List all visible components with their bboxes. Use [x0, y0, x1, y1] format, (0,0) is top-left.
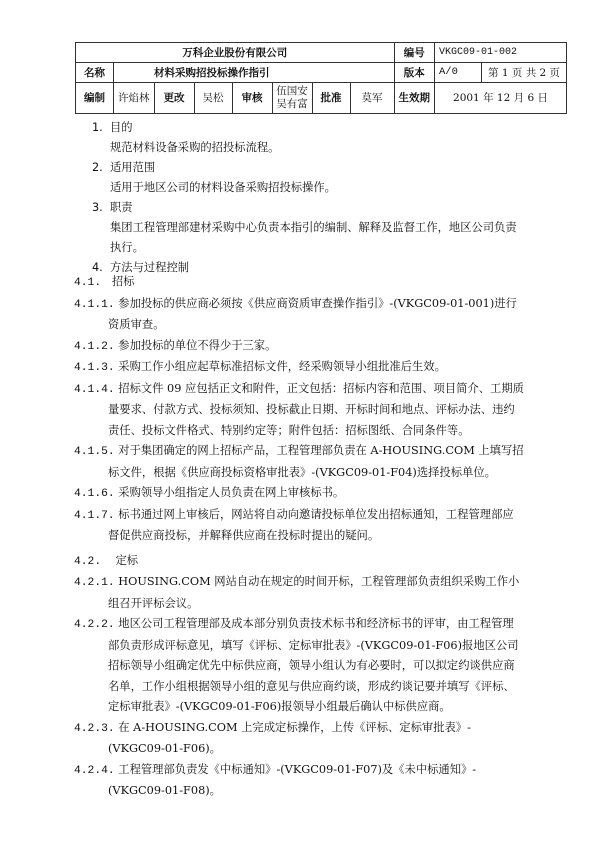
- section-purpose-heading: [92, 118, 522, 138]
- list-item: [74, 441, 524, 483]
- tender-items-list: [74, 294, 524, 547]
- item-number: 4.2.2.: [74, 619, 115, 631]
- approver-label: 批准: [312, 83, 350, 114]
- list-item: [74, 483, 524, 505]
- subsection-number: 4.2.: [74, 555, 102, 568]
- item-text: 采购工作小组应起草标准招标文件，经采购领导小组批准后生效。: [118, 360, 446, 373]
- section-number: 1.: [92, 121, 103, 134]
- item-number: 4.1.6.: [74, 488, 115, 500]
- subsection-award-heading: [74, 551, 524, 573]
- item-number: 4.1.1.: [74, 298, 115, 311]
- section-duty-heading: [92, 198, 522, 218]
- subsection-title: 招标: [111, 275, 135, 288]
- modifier-label: 更改: [154, 83, 194, 114]
- section-four-content: [74, 272, 524, 802]
- list-item: [74, 294, 524, 336]
- item-text: 采购领导小组指定人员负责在网上审核标书。: [118, 486, 345, 499]
- doc-code: VKGC09-01-002: [435, 43, 567, 63]
- item-text: 在 A-HOUSING.COM 上完成定标操作，上传《评标、定标审批表》-(VKGC09-01-F06)。: [108, 720, 471, 755]
- item-number: 4.1.5.: [74, 446, 115, 458]
- item-number: 4.1.3.: [74, 362, 115, 374]
- item-number: 4.1.2.: [74, 340, 115, 353]
- section-scope-heading: [92, 158, 522, 178]
- document-header-table: [75, 42, 567, 114]
- section-purpose-text: 规范材料设备采购的招投标流程。: [110, 141, 280, 154]
- drafter-value: 许焰林: [114, 83, 155, 114]
- code-label: 编号: [394, 43, 435, 63]
- drafter-label: 编制: [76, 83, 114, 114]
- section-title: 目的: [110, 121, 133, 134]
- item-text: 参加投标的供应商必须按《供应商资质审查操作指引》-(VKGC09-01-001)进行资质审查。: [108, 296, 517, 331]
- version-value: A/0: [435, 63, 482, 82]
- list-item: [74, 336, 524, 358]
- item-text: HOUSING.COM 网站自动在规定的时间开标，工程管理部负责组织采购工作小组召开评标会议。: [108, 575, 520, 610]
- name-label: 名称: [76, 63, 114, 83]
- item-number: 4.2.1.: [74, 577, 115, 589]
- award-items-list: [74, 572, 524, 802]
- list-item: [74, 357, 524, 379]
- section-number: 4.: [92, 261, 103, 274]
- item-number: 4.1.7.: [74, 509, 115, 522]
- list-item: [74, 718, 524, 760]
- company-name: 万科企业股份有限公司: [76, 43, 395, 63]
- item-text: 标书通过网上审核后，网站将自动向邀请投标单位发出招标通知，工程管理部应督促供应商投标，并解释供应商在投标时提出的疑问。: [108, 507, 514, 542]
- subsection-tender-heading: [74, 272, 524, 294]
- approver-value: 莫军: [350, 83, 394, 114]
- section-scope-text: 适用于地区公司的材料设备采购招投标操作。: [110, 181, 336, 194]
- reviewer-value: 伍国安 吴有富: [272, 83, 312, 114]
- item-text: 对于集团确定的网上招标产品，工程管理部负责在 A-HOUSING.COM 上填写招标文件，根据《供应商投标资格审批表》-(VKGC09-01-F04)选择投标单位。: [108, 444, 524, 479]
- list-item: [74, 760, 524, 802]
- item-text: 招标文件 09 应包括正文和附件，正文包括：招标内容和范围、项目简介、工期质量要求、付款方式、投标须知、投标截止日期、开标时间和地点、评标办法、违约责任、投标文件格式、特别约定等；附件包括：招标图纸、合同条件等。: [108, 381, 524, 437]
- item-number: 4.2.3.: [74, 722, 115, 735]
- modifier-value: 吴松: [194, 83, 232, 114]
- section-title: 方法与过程控制: [110, 261, 190, 274]
- subsection-title: 定标: [115, 553, 139, 567]
- section-number: 3.: [92, 201, 103, 214]
- list-item: [74, 572, 524, 614]
- page-indicator: 第 1 页 共 2 页: [488, 66, 561, 79]
- section-number: 2.: [92, 161, 103, 174]
- list-item: [74, 614, 524, 718]
- document-body: [92, 118, 522, 278]
- item-text: 地区公司工程管理部及成本部分别负责技术标书和经济标书的评审，由工程管理部负责形成评标意见，填写《评标、定标审批表》-(VKGC09-01-F06)报地区公司招标领导小组确定优先中标供应商，领导小组认为有必要时，可以拟定约谈供应商名单，工作小组根据领导小组的意见与供应商约谈，形成约谈记要并填写《评标、定标审批表》-(VKGC09-01-F06)报领导小组最后确认中标供应商。: [108, 617, 519, 713]
- list-item: [74, 379, 524, 442]
- section-duty-text: 集团工程管理部建材采购中心负责本指引的编制、解释及监督工作，地区公司负责执行。: [110, 221, 517, 254]
- doc-name: 材料采购招投标操作指引: [114, 63, 395, 83]
- item-text: 工程管理部负责发《中标通知》-(VKGC09-01-F07)及《未中标通知》-(VKGC09-01-F08)。: [108, 762, 477, 797]
- subsection-number: 4.1.: [74, 277, 102, 289]
- effective-date: 2001 年 12 月 6 日: [435, 83, 567, 114]
- list-item: [74, 505, 524, 547]
- section-title: 职责: [110, 201, 133, 214]
- version-label: 版本: [394, 63, 435, 83]
- item-number: 4.1.4.: [74, 383, 115, 396]
- reviewer-label: 审核: [232, 83, 272, 114]
- effective-label: 生效期: [394, 83, 435, 114]
- section-title: 适用范围: [110, 161, 156, 174]
- item-text: 参加投标的单位不得少于三家。: [118, 338, 277, 352]
- item-number: 4.2.4.: [74, 764, 115, 777]
